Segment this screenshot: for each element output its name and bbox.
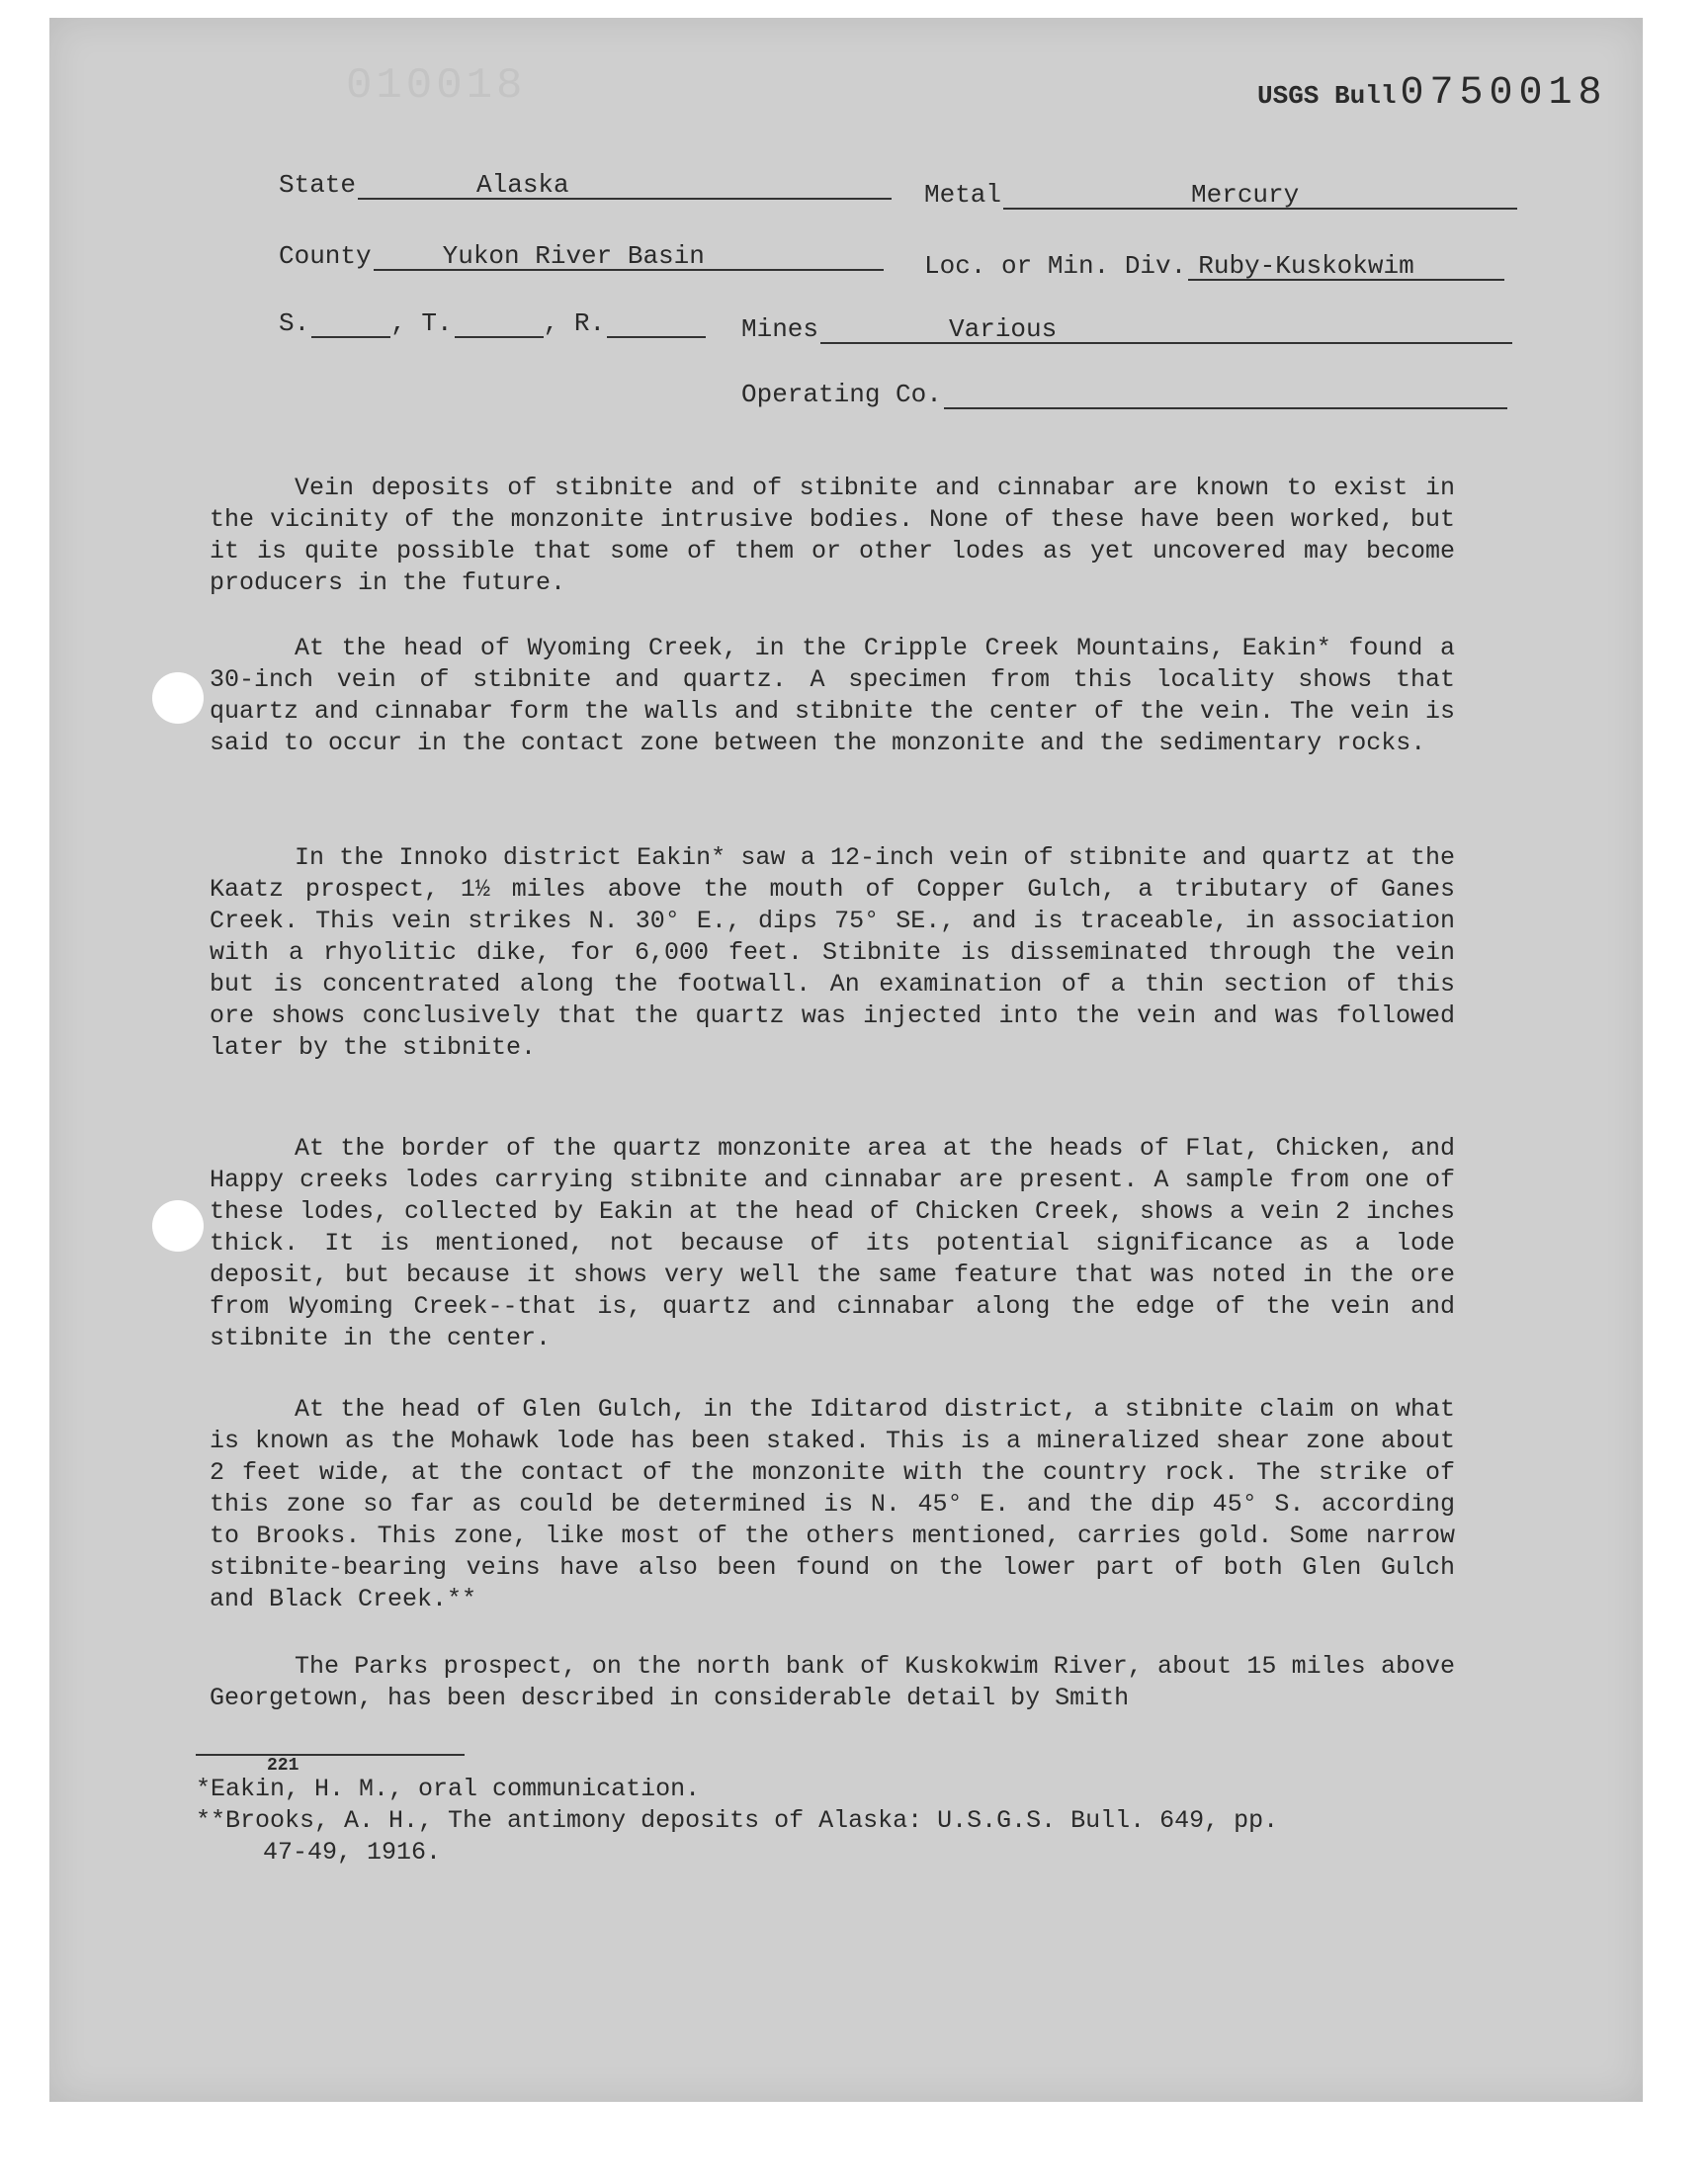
metal-field: [924, 180, 1517, 210]
footnote-1: *Eakin, H. M., oral communication.: [196, 1775, 701, 1803]
footnote-2-line-1: **Brooks, A. H., The antimony deposits of Alaska: U.S.G.S. Bull. 649, pp.: [196, 1806, 1279, 1835]
ghost-stamp: 010018: [346, 61, 527, 111]
state-value: Alaska: [358, 170, 892, 200]
paragraph-5-text: At the head of Glen Gulch, in the Iditarod district, a stibnite claim on what is known as the Mohawk lode has been staked. This is a mineralized shear zone about 2 feet wide, at the contact of the monzonite with the country rock. The strike of this zone so far as could be determined is N. 45° E. and the dip 45° S. according to Brooks. This zone, like most of the others mentioned, carries gold. Some narrow stibnite-bearing veins have also been found on the lower part of both Glen Gulch and Black Creek.**: [210, 1395, 1455, 1613]
t-label: , T.: [390, 308, 453, 338]
t-value: [455, 308, 544, 338]
paragraph-1-text: Vein deposits of stibnite and of stibnite and cinnabar are known to exist in the vicinity of the monzonite intrusive bodies. None of these have been worked, but it is quite possible that some of them or other lodes as yet uncovered may become producers in the future.: [210, 474, 1455, 597]
footnote-2-citation: 47-49, 1916.: [263, 1838, 442, 1867]
paragraph-2-text: At the head of Wyoming Creek, in the Cripple Creek Mountains, Eakin* found a 30-inch vein of stibnite and quartz. A specimen from this locality shows that quartz and cinnabar form the walls and stibnite the center of the vein. The vein is said to occur in the contact zone between the monzonite and the sedimentary rocks.: [210, 634, 1455, 757]
loc-label: Loc. or Min. Div.: [924, 251, 1187, 281]
mines-field: [741, 314, 1512, 344]
paragraph-1: [210, 473, 1455, 599]
metal-label: Metal: [924, 180, 1002, 210]
loc-value: Ruby-Kuskokwim: [1188, 251, 1504, 281]
bulletin-label: USGS Bull: [1257, 81, 1397, 111]
mines-value: Various: [820, 314, 1512, 344]
paragraph-4-text: At the border of the quartz monzonite area at the heads of Flat, Chicken, and Happy creeks lodes carrying stibnite and cinnabar are present. A sample from one of these lodes, collected by Eakin at the head of Chicken Creek, shows a vein 2 inches thick. It is mentioned, not because of its potential significance as a lode deposit, but because it shows very well the same feature that was noted in the ore from Wyoming Creek--that is, quartz and cinnabar along the edge of the vein and stibnite in the center.: [210, 1134, 1455, 1352]
paragraph-6: [210, 1651, 1455, 1714]
footnote-rule: [196, 1754, 465, 1756]
scan-margin: [0, 2102, 1708, 2175]
page-number: 221: [267, 1756, 299, 1776]
s-value: [311, 308, 390, 338]
punch-hole-bottom: [152, 1200, 204, 1252]
paragraph-3: [210, 842, 1455, 1064]
s-label: S.: [279, 308, 310, 338]
metal-value: Mercury: [1003, 180, 1517, 210]
paragraph-3-text: In the Innoko district Eakin* saw a 12-inch vein of stibnite and quartz at the Kaatz prospect, 1½ miles above the mouth of Copper Gulch, a tributary of Ganes Creek. This vein strikes N. 30° E., dips 75° SE., and is traceable, in association with a rhyolitic dike, for 6,000 feet. Stibnite is disseminated through the vein but is concentrated along the footwall. An examination of a thin section of this ore shows conclusively that the quartz was injected into the vein and was followed later by the stibnite.: [210, 843, 1455, 1062]
str-field: [279, 308, 706, 338]
county-label: County: [279, 241, 372, 271]
state-field: [279, 170, 892, 200]
stamp-number: 0750018: [1400, 71, 1608, 116]
r-value: [607, 308, 706, 338]
paragraph-2: [210, 633, 1455, 759]
county-field: [279, 241, 884, 271]
loc-field: [924, 251, 1504, 281]
operating-label: Operating Co.: [741, 380, 942, 409]
punch-hole-top: [152, 672, 204, 724]
bulletin-id: [1257, 71, 1607, 116]
operating-value: [944, 380, 1507, 409]
paragraph-5: [210, 1394, 1455, 1615]
operating-field: [741, 380, 1507, 409]
paragraph-6-text: The Parks prospect, on the north bank of Kuskokwim River, about 15 miles above Georgetown, has been described in considerable detail by Smith: [210, 1652, 1455, 1712]
mines-label: Mines: [741, 314, 819, 344]
state-label: State: [279, 170, 357, 200]
county-value: Yukon River Basin: [374, 241, 884, 271]
footnote-2-line-2: [196, 1837, 441, 1869]
paragraph-4: [210, 1133, 1455, 1354]
r-label: , R.: [543, 308, 606, 338]
